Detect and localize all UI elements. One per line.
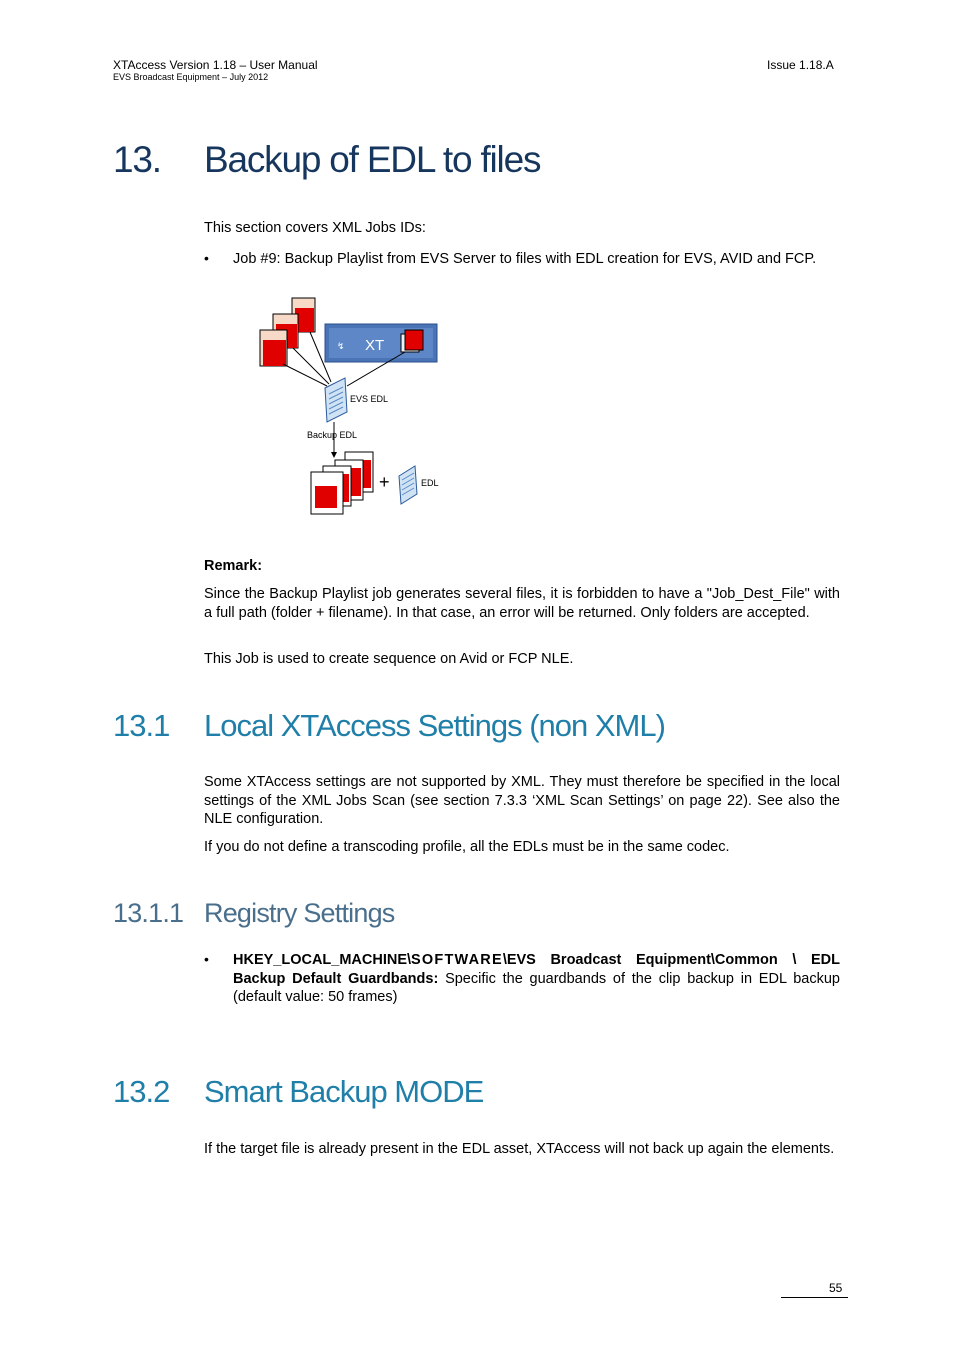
section-13-1-1-heading bbox=[113, 897, 394, 929]
xt-label: XT bbox=[365, 337, 385, 354]
section-13-2-para: If the target file is already present in the EDL asset, XTAccess will not back up again the elements. bbox=[204, 1141, 835, 1157]
section-13-1-para1: Some XTAccess settings are not supported by XML. They must therefore be specified in the local settings of the XML Jobs Scan (see section 7.3.3 ‘XML Scan Settings’ on page 22). See also the NLE configuration. bbox=[204, 774, 840, 827]
page-number-rule bbox=[781, 1297, 848, 1298]
section-13-2-title: Smart Backup MODE bbox=[204, 1074, 484, 1109]
registry-key-part3: \EVS Broadcast Equipment\Common \ EDL Backup Default Guardbands: bbox=[233, 952, 840, 987]
evs-edl-label: EVS EDL bbox=[350, 394, 389, 404]
plus-sign: + bbox=[379, 472, 390, 492]
section-13-heading bbox=[113, 139, 540, 181]
section-13-1-heading bbox=[113, 708, 665, 744]
header-doc-title: XTAccess Version 1.18 – User Manual bbox=[113, 58, 318, 72]
remark-text: Since the Backup Playlist job generates several files, it is forbidden to have a "Job_Dest_File" with a full path (folder + filename). In that case, an error will be returned. Only folders are accepted. bbox=[204, 586, 840, 621]
nle-text: This Job is used to create sequence on Avid or FCP NLE. bbox=[204, 651, 574, 667]
registry-key-part1: HKEY_LOCAL_MACHINE\ bbox=[233, 952, 412, 968]
section-13-1-para2: If you do not define a transcoding profile, all the EDLs must be in the same codec. bbox=[204, 839, 730, 855]
header-company-date: EVS Broadcast Equipment – July 2012 bbox=[113, 72, 269, 82]
backup-edl-diagram bbox=[255, 294, 450, 516]
backup-arrow-head bbox=[331, 452, 337, 458]
section-13-intro: This section covers XML Jobs IDs: bbox=[204, 220, 426, 236]
section-13-number: 13. bbox=[113, 139, 161, 180]
job9-bullet: Job #9: Backup Playlist from EVS Server to files with EDL creation for EVS, AVID and FCP. bbox=[233, 251, 817, 267]
source-files-icon bbox=[260, 298, 315, 366]
section-13-title: Backup of EDL to files bbox=[204, 139, 541, 180]
section-13-2-number: 13.2 bbox=[113, 1074, 170, 1109]
registry-key-item bbox=[233, 951, 840, 1007]
evs-edl-doc-icon bbox=[325, 378, 347, 422]
edl-doc-icon bbox=[399, 466, 417, 504]
header-issue: Issue 1.18.A bbox=[767, 58, 834, 72]
registry-key-part2: SOFTWARE bbox=[411, 952, 503, 968]
section-13-1-title: Local XTAccess Settings (non XML) bbox=[204, 708, 665, 743]
edl-label: EDL bbox=[421, 478, 439, 488]
section-13-1-number: 13.1 bbox=[113, 708, 170, 743]
svg-text:↯: ↯ bbox=[337, 341, 345, 351]
bullet-dot: • bbox=[204, 250, 209, 266]
page-number: 55 bbox=[829, 1281, 843, 1295]
section-13-1-1-title: Registry Settings bbox=[204, 898, 395, 928]
bullet-dot: • bbox=[204, 951, 209, 967]
output-files-icon bbox=[311, 452, 373, 514]
backup-edl-label: Backup EDL bbox=[307, 430, 358, 440]
registry-key-desc: Specific the guardbands of the clip backup in EDL backup (default value: 50 frames) bbox=[233, 970, 840, 1005]
remark-title: Remark: bbox=[204, 558, 263, 574]
section-13-1-1-number: 13.1.1 bbox=[113, 898, 184, 928]
section-13-2-heading bbox=[113, 1074, 483, 1110]
xt-server-icon bbox=[325, 324, 437, 362]
